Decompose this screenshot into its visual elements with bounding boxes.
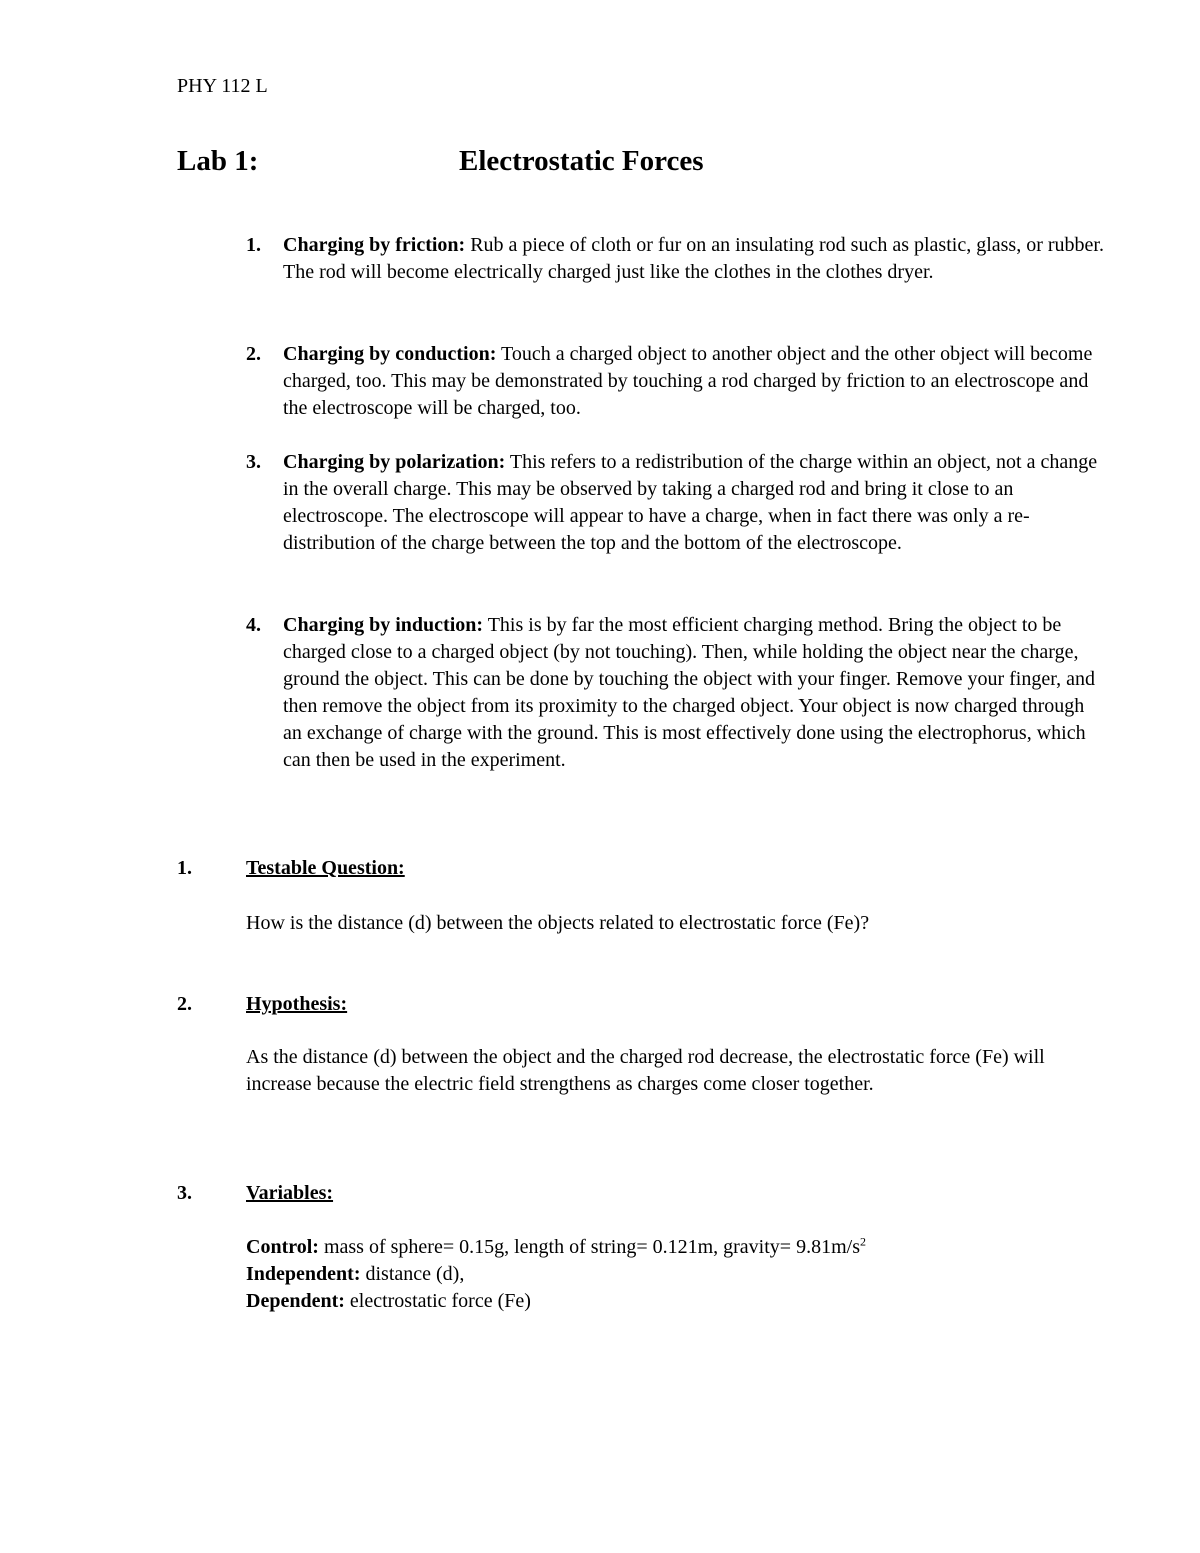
control-superscript: 2 xyxy=(859,1234,866,1249)
dependent-text: electrostatic force (Fe) xyxy=(344,1290,531,1312)
section-number: 2. xyxy=(177,993,192,1015)
method-text: Rub a piece of cloth or fur on an insulating rod such as plastic, glass, or rubber. The rod will become electrically charged just like the clothes in the clothes dryer. xyxy=(283,234,1104,283)
hypothesis-heading: Hypothesis: xyxy=(246,993,348,1015)
variables-heading: Variables: xyxy=(246,1182,334,1204)
method-label: Charging by conduction: xyxy=(283,343,497,365)
method-induction xyxy=(246,612,1106,774)
method-text: This refers to a redistribution of the charge within an object, not a change in the overall charge. This may be observed by taking a charged rod and bring it close to an electroscope. The electroscope will appear to have a charge, when in fact there was only a re-distribution of the charge between the top and the bottom of the electroscope. xyxy=(283,451,1098,554)
method-label: Charging by friction: xyxy=(283,234,466,256)
section-number: 3. xyxy=(177,1182,192,1204)
method-friction xyxy=(246,232,1106,286)
method-number: 1. xyxy=(246,234,261,256)
control-variables xyxy=(246,1234,866,1261)
independent-text: distance (d), xyxy=(360,1263,465,1285)
control-label: Control: xyxy=(246,1236,319,1258)
method-text: This is by far the most efficient charging method. Bring the object to be charged close to a charged object (by not touching). Then, while holding the object near the charge, ground the object. This can be done by touching the object with your finger. Remove your finger, and then remove the object from its proximity to the charged object. Your object is now charged through an exchange of charge with the ground. This is most effectively done using the electrophorus, which can then be used in the experiment. xyxy=(283,614,1095,771)
section-number: 1. xyxy=(177,857,192,879)
testable-question-heading: Testable Question: xyxy=(246,857,405,879)
method-label: Charging by induction: xyxy=(283,614,484,636)
independent-variable xyxy=(246,1261,464,1288)
course-code: PHY 112 L xyxy=(177,75,268,97)
dependent-variable xyxy=(246,1288,531,1315)
method-label: Charging by polarization: xyxy=(283,451,506,473)
hypothesis-body: As the distance (d) between the object and the charged rod decrease, the electrostatic force (Fe) will increase because the electric field strengthens as charges come closer together. xyxy=(246,1046,1045,1095)
control-text: mass of sphere= 0.15g, length of string= 0.121m, gravity= 9.81m/s xyxy=(318,1236,860,1258)
testable-question-body: How is the distance (d) between the objects related to electrostatic force (Fe)? xyxy=(246,912,870,934)
method-number: 3. xyxy=(246,451,261,473)
method-number: 2. xyxy=(246,343,261,365)
independent-label: Independent: xyxy=(246,1263,361,1285)
lab-title: Electrostatic Forces xyxy=(459,145,704,177)
lab-number: Lab 1: xyxy=(177,145,259,177)
method-text: Touch a charged object to another object and the other object will become charged, too. This may be demonstrated by touching a rod charged by friction to an electroscope and the electroscope will be charged, too. xyxy=(283,343,1093,419)
method-conduction xyxy=(246,341,1106,422)
dependent-label: Dependent: xyxy=(246,1290,345,1312)
method-polarization xyxy=(246,449,1106,557)
method-number: 4. xyxy=(246,614,261,636)
